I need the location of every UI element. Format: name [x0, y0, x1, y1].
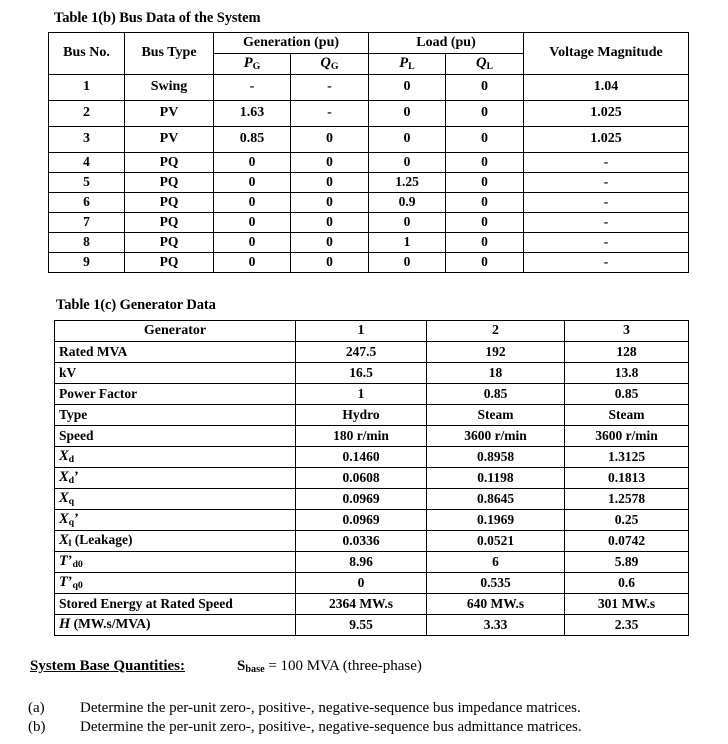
cell-pl: 0 [369, 253, 446, 273]
cell-pl: 1.25 [369, 173, 446, 193]
col-header-generation: Generation (pu) [214, 33, 369, 54]
col-header-bus-type: Bus Type [125, 33, 214, 75]
bus-table-header-top [49, 33, 689, 54]
table-row [55, 489, 689, 510]
generator-data-table [54, 320, 689, 636]
table-row [49, 173, 689, 193]
cell-voltage: 1.025 [524, 127, 689, 153]
cell-gen-2: 192 [427, 342, 565, 363]
cell-gen-3: Steam [565, 405, 689, 426]
col-header-generator: Generator [55, 321, 296, 342]
cell-qg: 0 [291, 193, 369, 213]
system-base-quantities-label: System Base Quantities: [30, 658, 185, 674]
cell-pl: 0 [369, 75, 446, 101]
cell-voltage: - [524, 173, 689, 193]
cell-gen-2: 0.85 [427, 384, 565, 405]
question-item-b [28, 719, 724, 736]
cell-pg: 0 [214, 253, 291, 273]
col-header-load: Load (pu) [369, 33, 524, 54]
table-row [55, 552, 689, 573]
cell-pg: 0 [214, 213, 291, 233]
cell-bus-no: 3 [49, 127, 125, 153]
cell-pl: 0.9 [369, 193, 446, 213]
row-label-h: H (MW.s/MVA) [55, 615, 296, 636]
cell-gen-1: 0.0608 [296, 468, 427, 489]
cell-ql: 0 [446, 213, 524, 233]
cell-pg: 0 [214, 193, 291, 213]
cell-ql: 0 [446, 253, 524, 273]
table-row [49, 101, 689, 127]
cell-qg: 0 [291, 127, 369, 153]
cell-ql: 0 [446, 173, 524, 193]
col-header-voltage-magnitude: Voltage Magnitude [524, 33, 689, 75]
cell-gen-1: 0 [296, 573, 427, 594]
cell-bus-type: PQ [125, 233, 214, 253]
cell-qg: 0 [291, 153, 369, 173]
cell-ql: 0 [446, 127, 524, 153]
cell-gen-2: 0.1198 [427, 468, 565, 489]
col-header-gen-2: 2 [427, 321, 565, 342]
cell-gen-2: 0.535 [427, 573, 565, 594]
cell-bus-type: PQ [125, 213, 214, 233]
table-row [55, 363, 689, 384]
cell-gen-1: 2364 MW.s [296, 594, 427, 615]
cell-gen-3: 0.25 [565, 510, 689, 531]
col-header-gen-1: 1 [296, 321, 427, 342]
table-row [55, 426, 689, 447]
row-label-power-factor: Power Factor [55, 384, 296, 405]
table-row [49, 193, 689, 213]
cell-gen-2: 0.1969 [427, 510, 565, 531]
system-base-quantities-line [30, 658, 710, 675]
cell-voltage: - [524, 193, 689, 213]
row-label-kv: kV [55, 363, 296, 384]
cell-bus-no: 1 [49, 75, 125, 101]
col-header-qg: $Q_G$ [291, 54, 369, 75]
cell-qg: - [291, 101, 369, 127]
cell-bus-no: 5 [49, 173, 125, 193]
cell-gen-1: 0.0969 [296, 510, 427, 531]
cell-voltage: - [524, 253, 689, 273]
col-header-bus-no: Bus No. [49, 33, 125, 75]
cell-gen-3: 1.2578 [565, 489, 689, 510]
cell-bus-type: Swing [125, 75, 214, 101]
cell-bus-type: PQ [125, 153, 214, 173]
cell-voltage: 1.025 [524, 101, 689, 127]
system-base-quantities-value: $S_{base} = 100$ MVA (three-phase) [237, 658, 422, 676]
cell-gen-1: 180 r/min [296, 426, 427, 447]
table-row [55, 594, 689, 615]
table-row [49, 127, 689, 153]
cell-ql: 0 [446, 75, 524, 101]
question-b-label: (b) [28, 719, 46, 735]
cell-gen-1: 247.5 [296, 342, 427, 363]
table-row [55, 573, 689, 594]
cell-gen-2: 0.8645 [427, 489, 565, 510]
cell-gen-3: 1.3125 [565, 447, 689, 468]
cell-bus-type: PV [125, 101, 214, 127]
cell-qg: 0 [291, 233, 369, 253]
cell-pg: 0 [214, 233, 291, 253]
row-label-type: Type [55, 405, 296, 426]
table-row [49, 233, 689, 253]
cell-pg: 0.85 [214, 127, 291, 153]
cell-gen-1: 0.0336 [296, 531, 427, 552]
row-label-tq0: $T’_{q0}$ [55, 573, 296, 594]
cell-ql: 0 [446, 153, 524, 173]
cell-bus-type: PQ [125, 253, 214, 273]
cell-gen-1: 1 [296, 384, 427, 405]
row-label-speed: Speed [55, 426, 296, 447]
cell-gen-2: 640 MW.s [427, 594, 565, 615]
row-label-td0: $T’_{d0}$ [55, 552, 296, 573]
question-a-label: (a) [28, 700, 45, 716]
generator-table-header [55, 321, 689, 342]
bus-table-caption: Table 1(b) Bus Data of the System [54, 10, 261, 26]
table-row [49, 253, 689, 273]
table-row [55, 342, 689, 363]
cell-gen-2: Steam [427, 405, 565, 426]
cell-ql: 0 [446, 101, 524, 127]
cell-voltage: - [524, 233, 689, 253]
cell-gen-1: 0.1460 [296, 447, 427, 468]
cell-gen-3: 301 MW.s [565, 594, 689, 615]
cell-voltage: - [524, 153, 689, 173]
cell-qg: 0 [291, 253, 369, 273]
cell-ql: 0 [446, 233, 524, 253]
cell-gen-3: 128 [565, 342, 689, 363]
col-header-gen-3: 3 [565, 321, 689, 342]
cell-gen-3: 2.35 [565, 615, 689, 636]
cell-gen-2: 3.33 [427, 615, 565, 636]
cell-pl: 0 [369, 153, 446, 173]
cell-pl: 0 [369, 213, 446, 233]
cell-gen-2: 18 [427, 363, 565, 384]
cell-qg: - [291, 75, 369, 101]
col-header-pg: $P_G$ [214, 54, 291, 75]
row-label-rated-mva: Rated MVA [55, 342, 296, 363]
cell-gen-3: 3600 r/min [565, 426, 689, 447]
table-row [55, 447, 689, 468]
cell-qg: 0 [291, 173, 369, 193]
generator-table-caption: Table 1(c) Generator Data [56, 297, 216, 313]
cell-bus-no: 2 [49, 101, 125, 127]
cell-pg: 1.63 [214, 101, 291, 127]
cell-qg: 0 [291, 213, 369, 233]
row-label-xd-prime: $X_d$’ [55, 468, 296, 489]
row-label-xq-prime: $X_q$’ [55, 510, 296, 531]
cell-gen-3: 0.6 [565, 573, 689, 594]
table-row [49, 75, 689, 101]
cell-gen-2: 6 [427, 552, 565, 573]
cell-voltage: - [524, 213, 689, 233]
cell-pl: 0 [369, 101, 446, 127]
table-row [55, 531, 689, 552]
cell-bus-no: 4 [49, 153, 125, 173]
cell-pl: 0 [369, 127, 446, 153]
cell-gen-3: 0.0742 [565, 531, 689, 552]
table-row [49, 213, 689, 233]
table-row [55, 405, 689, 426]
question-b-text: Determine the per-unit zero-, positive-, negative-sequence bus admittance matrices. [80, 719, 582, 735]
cell-bus-type: PQ [125, 173, 214, 193]
cell-gen-2: 0.8958 [427, 447, 565, 468]
cell-gen-2: 0.0521 [427, 531, 565, 552]
table-row [55, 615, 689, 636]
question-a-text: Determine the per-unit zero-, positive-, negative-sequence bus impedance matrices. [80, 700, 581, 716]
cell-bus-no: 8 [49, 233, 125, 253]
cell-bus-type: PV [125, 127, 214, 153]
cell-ql: 0 [446, 193, 524, 213]
cell-gen-3: 0.85 [565, 384, 689, 405]
cell-bus-no: 9 [49, 253, 125, 273]
cell-gen-1: 8.96 [296, 552, 427, 573]
row-label-xl-leakage: $X_l$ (Leakage) [55, 531, 296, 552]
table-row [49, 153, 689, 173]
cell-gen-1: Hydro [296, 405, 427, 426]
table-row [55, 510, 689, 531]
cell-pg: 0 [214, 173, 291, 193]
cell-gen-1: 0.0969 [296, 489, 427, 510]
cell-pg: - [214, 75, 291, 101]
cell-bus-no: 7 [49, 213, 125, 233]
cell-gen-2: 3600 r/min [427, 426, 565, 447]
cell-gen-3: 5.89 [565, 552, 689, 573]
table-row [55, 468, 689, 489]
question-item-a [28, 700, 724, 717]
cell-voltage: 1.04 [524, 75, 689, 101]
cell-bus-no: 6 [49, 193, 125, 213]
cell-gen-1: 9.55 [296, 615, 427, 636]
col-header-ql: $Q_L$ [446, 54, 524, 75]
row-label-xd: $X_d$ [55, 447, 296, 468]
bus-data-table [48, 32, 689, 273]
cell-gen-1: 16.5 [296, 363, 427, 384]
cell-gen-3: 13.8 [565, 363, 689, 384]
cell-pl: 1 [369, 233, 446, 253]
row-label-stored-energy: Stored Energy at Rated Speed [55, 594, 296, 615]
cell-bus-type: PQ [125, 193, 214, 213]
table-row [55, 384, 689, 405]
row-label-xq: $X_q$ [55, 489, 296, 510]
cell-pg: 0 [214, 153, 291, 173]
cell-gen-3: 0.1813 [565, 468, 689, 489]
col-header-pl: $P_L$ [369, 54, 446, 75]
